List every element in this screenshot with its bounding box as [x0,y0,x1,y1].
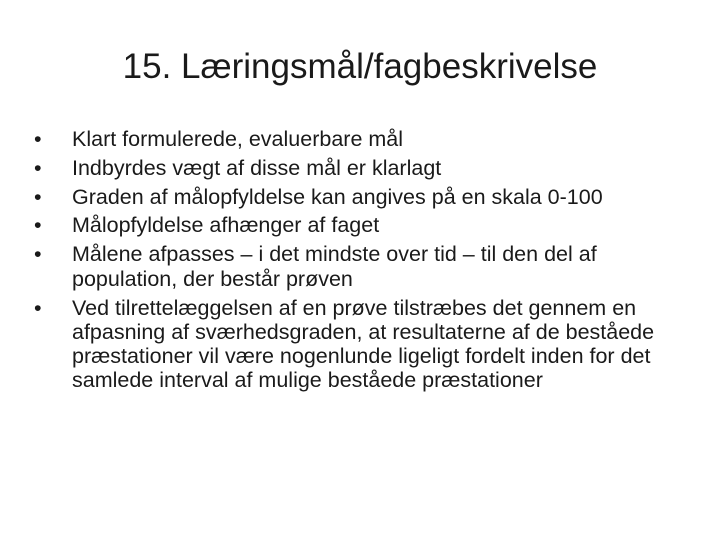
bullet-marker: • [34,184,42,209]
bullet-marker: • [34,295,42,320]
bullet-text: Ved tilrettelæggelsen af en prøve tilstræbes det gennem en afpasning af sværhedsgraden, at resultaterne af de beståede præstationer vil være nogenlunde ligeligt fordelt inden for det samlede interval af mulige beståede præstationer [72,295,655,393]
list-item [34,185,694,209]
bullet-text: Graden af målopfyldelse kan angives på en skala 0-100 [72,184,603,209]
list-item [34,127,694,151]
bullet-text: Indbyrdes vægt af disse mål er klarlagt [72,155,442,180]
list-item [34,213,694,237]
bullet-marker: • [34,213,42,238]
bullet-marker: • [34,127,42,151]
slide-title: 15. Læringsmål/fagbeskrivelse [122,47,598,86]
bullet-text: Klart formulerede, evaluerbare mål [72,127,404,151]
bullet-text: Målene afpasses – i det mindste over tid – til den del af population, der består prøven [72,242,597,291]
bullet-list [34,127,694,397]
bullet-marker: • [34,242,42,267]
list-item [34,156,694,180]
bullet-text: Målopfyldelse afhænger af faget [72,213,380,238]
bullet-marker: • [34,155,42,180]
list-item [34,296,694,393]
list-item [34,242,694,291]
